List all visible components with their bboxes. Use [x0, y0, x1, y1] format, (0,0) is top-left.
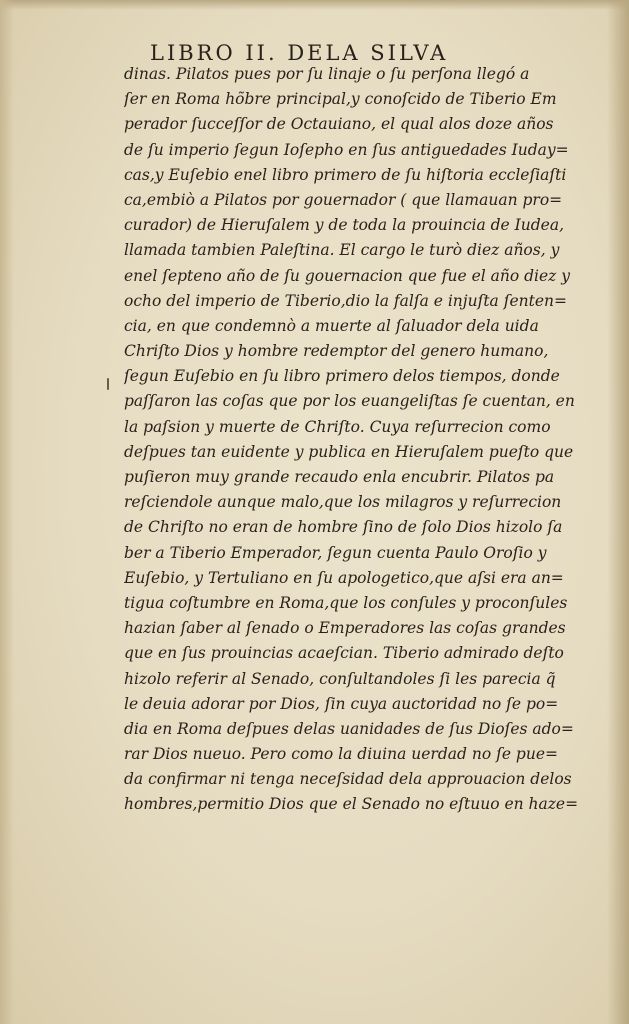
text-line: Euſebio, y Tertuliano en ſu apologetico,que aſsi era an= — [124, 568, 564, 587]
text-line: da confirmar ni tenga neceſsidad dela approuacion delos — [124, 770, 572, 789]
page-left-edge-shadow — [0, 0, 14, 1024]
text-line: la paſsion y muerte de Chriſto. Cuya reſurrecion como — [124, 417, 551, 436]
running-head: LIBRO II. DELA SILVA — [150, 41, 449, 65]
text-line: paſſaron las coſas que por los euangeliſtas ſe cuentan, en — [124, 392, 575, 411]
text-line: curador) de Hieruſalem y de toda la prouincia de Iudea, — [124, 216, 565, 235]
text-line: le deuia adorar por Dios, ſin cuya auctoridad no ſe po= — [124, 694, 559, 713]
text-line: ocho del imperio de Tiberio,dio la falſa e injuſta ſenten= — [124, 291, 567, 310]
text-line: ſegun Euſebio en ſu libro primero delos tiempos, donde — [124, 367, 560, 386]
text-line: hizolo referir al Senado, conſultandoles ſi les parecia q̃ — [124, 669, 556, 688]
text-line: hombres,permitio Dios que el Senado no eſtuuo en haze= — [124, 795, 579, 814]
page-top-edge-shadow — [0, 0, 629, 10]
text-line: tigua coſtumbre en Roma,que los conſules y proconſules — [124, 593, 568, 612]
text-line: reſciendole aunque malo,que los milagros y reſurrecion — [124, 493, 562, 512]
text-line: rar Dios nueuo. Pero como la diuina uerdad no ſe pue= — [124, 745, 558, 764]
body-text — [124, 62, 594, 818]
text-line: dinas. Pilatos pues por ſu linaje o ſu perſona llegó a — [124, 65, 530, 83]
text-line: ber a Tiberio Emperador, ſegun cuenta Paulo Oroſio y — [124, 543, 547, 562]
text-line: perador ſucceſſor de Octauiano, el qual alos doze años — [124, 115, 554, 134]
text-line: que en ſus prouincias acaeſcian. Tiberio admirado deſto — [124, 644, 564, 663]
text-line: puſieron muy grande recaudo enla encubrir. Pilatos pa — [124, 468, 555, 486]
text-line: de Chriſto no eran de hombre ſino de ſolo Dios hizolo ſa — [124, 518, 563, 537]
text-line: dia en Roma deſpues delas uanidades de ſus Dioſes ado= — [124, 719, 574, 738]
text-line: hazian ſaber al ſenado o Emperadores las coſas grandes — [124, 619, 566, 638]
text-line: enel ſepteno año de ſu gouernacion que fue el año diez y — [124, 266, 571, 285]
text-line: ſer en Roma hõbre principal,y conoſcido de Tiberio Em — [124, 90, 557, 109]
text-line: Chriſto Dios y hombre redemptor del genero humano, — [124, 342, 549, 361]
text-line: llamada tambien Paleſtina. El cargo le turò diez años, y — [124, 241, 560, 260]
page-right-edge-shadow — [607, 0, 629, 1024]
text-line: cas,y Euſebio enel libro primero de ſu hiſtoria eccleſiaſti — [124, 165, 567, 184]
text-line: ca,embiò a Pilatos por gouernador ( que llamauan pro= — [124, 190, 563, 209]
text-line: deſpues tan euidente y publica en Hieruſalem pueſto que — [124, 442, 574, 461]
text-line: de ſu imperio ſegun Ioſepho en ſus antiguedades Iuday= — [124, 140, 569, 159]
text-line: cia, en que condemnò a muerte al ſaluador dela uida — [124, 316, 539, 335]
margin-mark — [107, 378, 109, 390]
